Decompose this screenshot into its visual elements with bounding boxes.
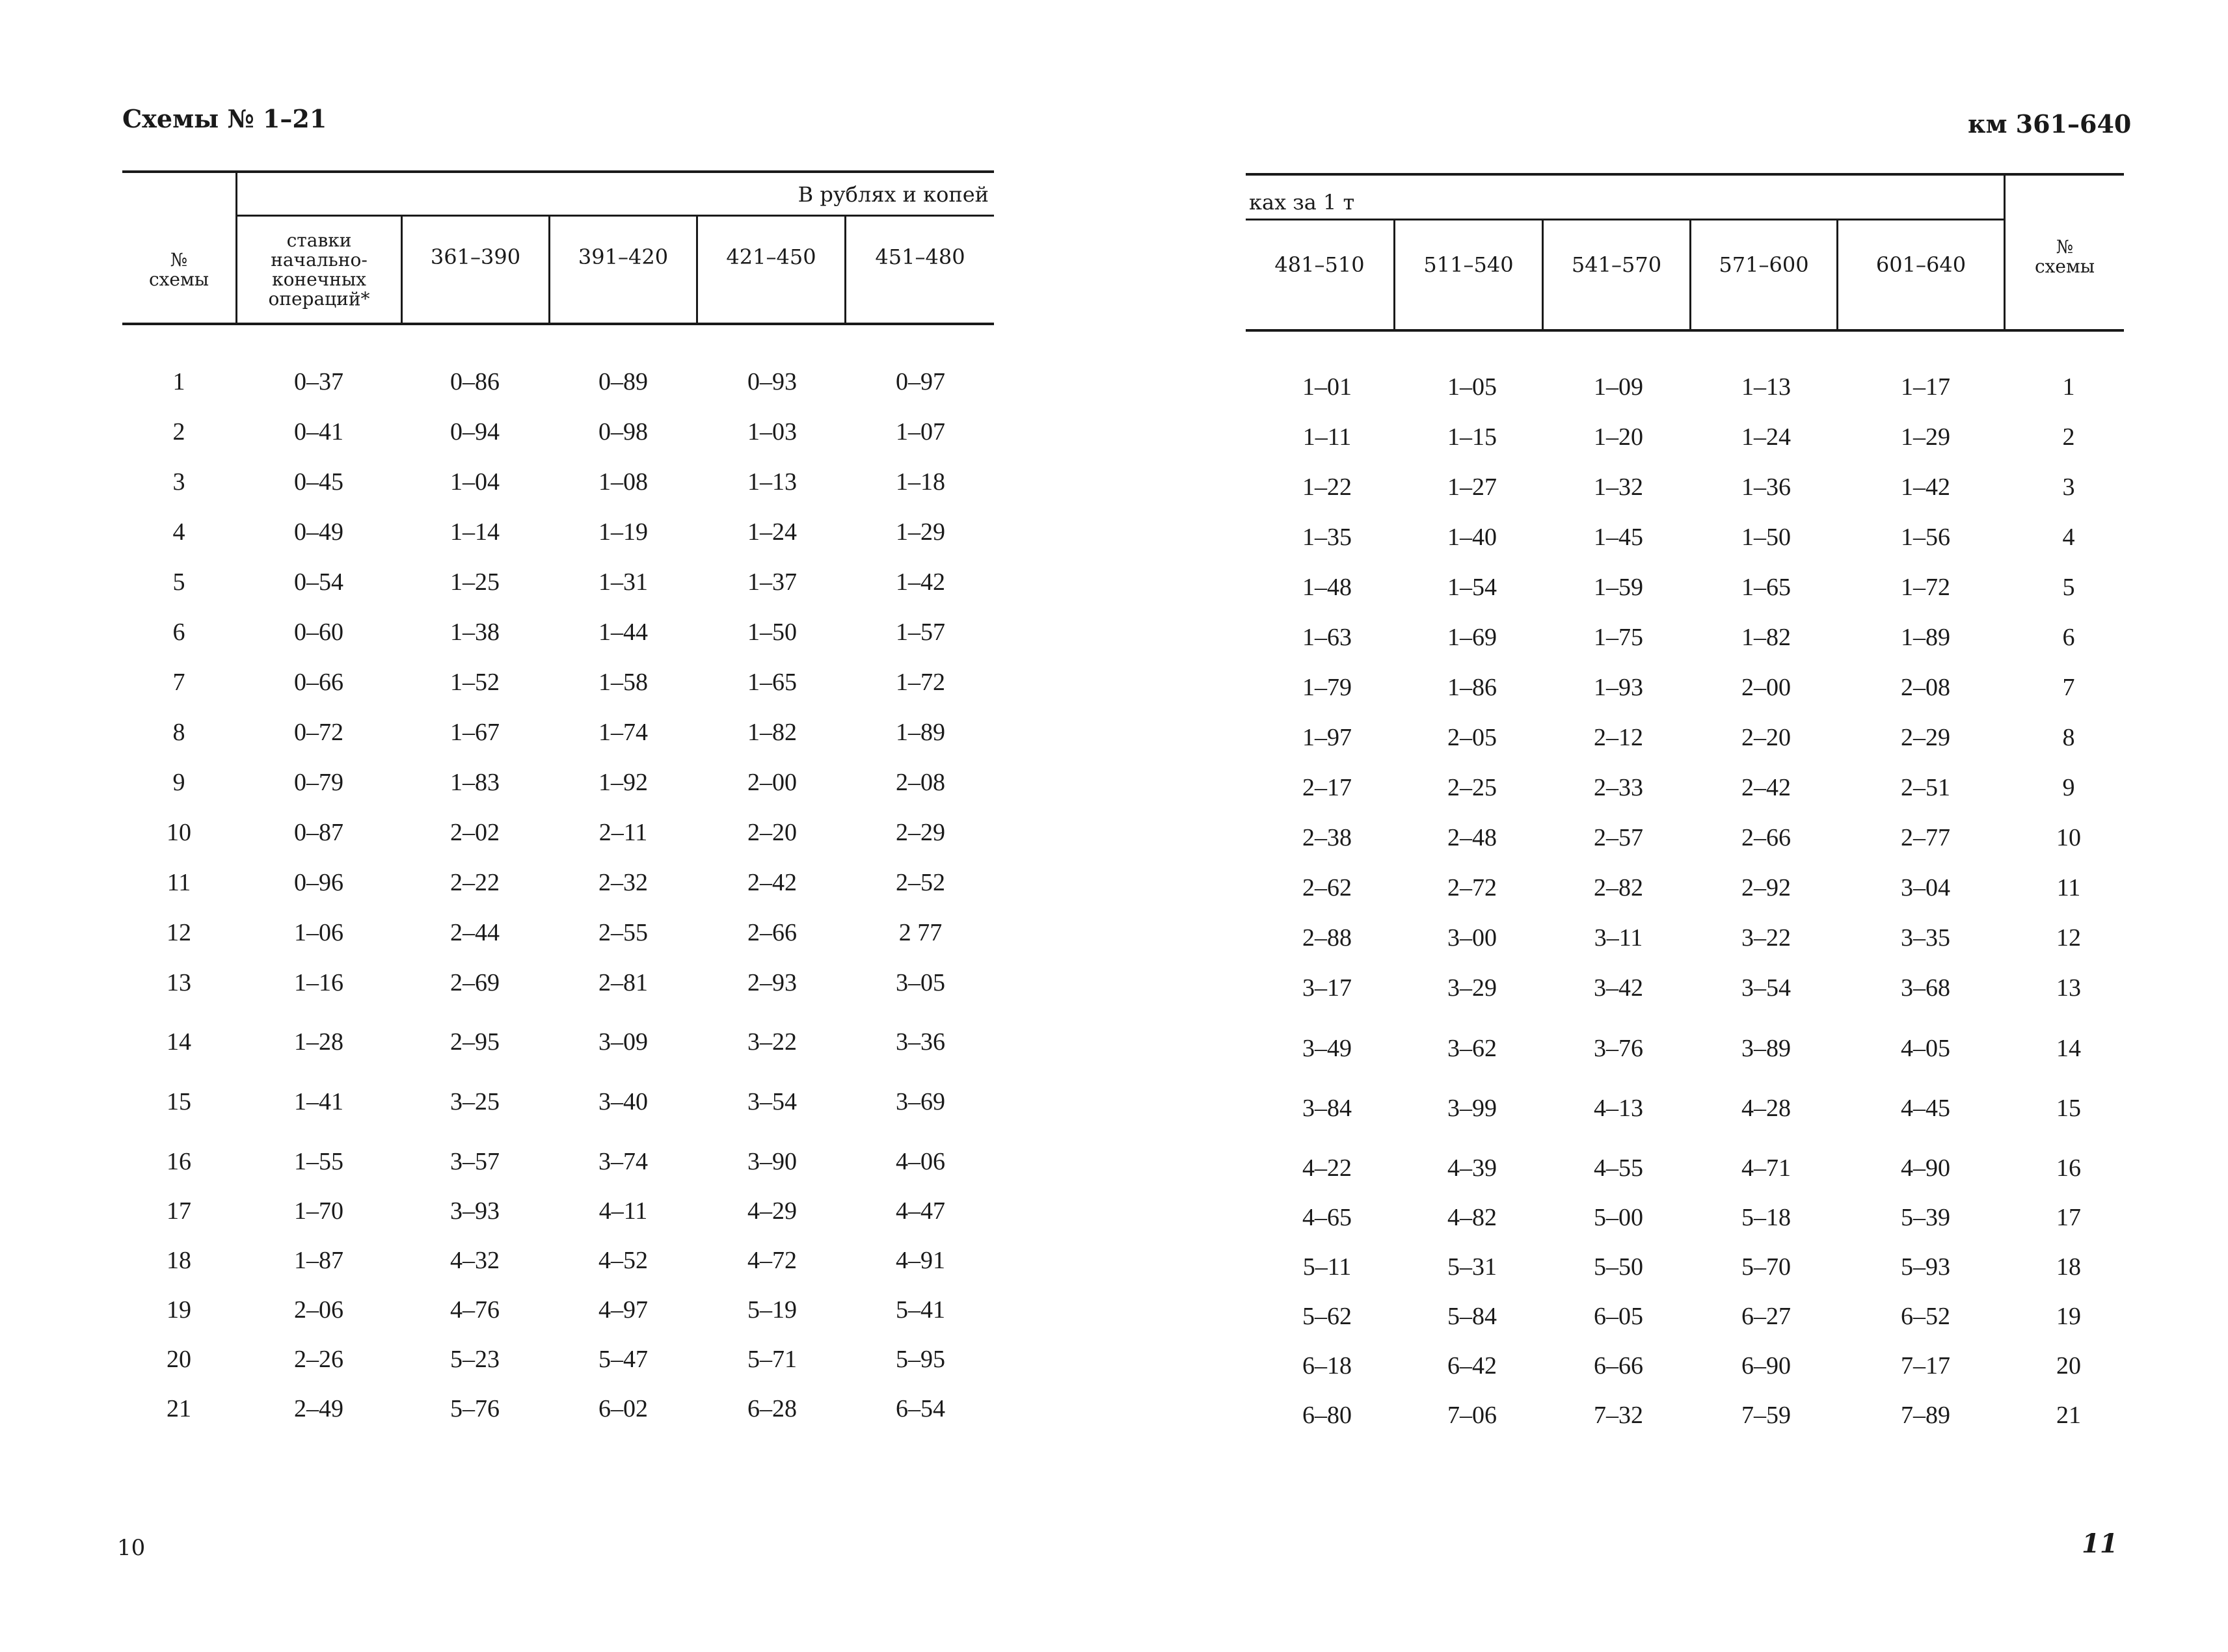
left-table-cell: 0–98 [598, 418, 648, 446]
left-table-cell: 1–50 [747, 619, 797, 646]
left-table-cell: 5 [172, 568, 185, 596]
right-col-header: 511–540 [1423, 252, 1514, 277]
right-table-cell: 1–24 [1741, 423, 1791, 451]
right-table-cell: 19 [2056, 1303, 2081, 1330]
left-units-caption: В рублях и копей [798, 182, 989, 207]
left-table-cell: 4–29 [747, 1197, 797, 1225]
left-table-cell: 2 [172, 418, 185, 446]
right-table-cell: 2–92 [1741, 874, 1791, 901]
left-table-units-rule [237, 215, 994, 217]
right-table-cell: 9 [2062, 774, 2075, 801]
right-table-cell: 11 [2056, 874, 2081, 901]
right-table-cell: 1–35 [1302, 524, 1352, 551]
right-table-cell: 2–48 [1447, 824, 1497, 851]
right-table-cell: 3–99 [1447, 1095, 1497, 1122]
right-table-cell: 1–72 [1901, 574, 1950, 601]
left-table-cell: 1–72 [896, 669, 945, 696]
left-table-cell: 1–67 [450, 719, 500, 746]
right-table-cell: 2–12 [1594, 724, 1643, 751]
right-table-cell: 3–49 [1302, 1035, 1352, 1062]
right-table-cell: 1–45 [1594, 524, 1643, 551]
left-table-cell: 3–22 [747, 1028, 797, 1056]
right-table-cell: 2–72 [1447, 874, 1497, 901]
header-label: № схемы [2034, 236, 2095, 277]
left-table-cell: 13 [167, 969, 191, 996]
left-table-cell: 2–11 [598, 819, 648, 846]
left-table-cell: 6 [172, 619, 185, 646]
right-table-cell: 7–32 [1594, 1402, 1643, 1429]
left-table-cell: 0–41 [294, 418, 343, 446]
left-table-cell: 1–82 [747, 719, 797, 746]
left-table-cell: 2–06 [294, 1296, 343, 1324]
right-table-cell: 2–29 [1901, 724, 1950, 751]
left-table-cell: 1–16 [294, 969, 343, 996]
left-table-cell: 3–25 [450, 1088, 500, 1115]
left-table-cell: 6–02 [598, 1395, 648, 1422]
page-title-right: км 361–640 [1968, 109, 2132, 139]
right-table-cell: 5 [2062, 574, 2075, 601]
right-table-cell: 2–77 [1901, 824, 1950, 851]
left-table-cell: 20 [167, 1346, 191, 1373]
left-table-cell: 1–37 [747, 568, 797, 596]
right-table-cell: 1 [2062, 373, 2075, 401]
left-table-cell: 1–89 [896, 719, 945, 746]
left-table-cell: 4–91 [896, 1247, 945, 1274]
right-table-cell: 3–76 [1594, 1035, 1643, 1062]
right-table-cell: 12 [2056, 924, 2081, 952]
left-table-cell: 0–60 [294, 619, 343, 646]
right-table-cell: 4–55 [1594, 1154, 1643, 1182]
left-table-cell: 2–08 [896, 769, 945, 796]
left-table-cell: 4–52 [598, 1247, 648, 1274]
left-table-cell: 5–41 [896, 1296, 945, 1324]
left-table-cell: 1–29 [896, 518, 945, 546]
left-table-cell: 0–86 [450, 368, 500, 395]
right-table-cell: 1–79 [1302, 674, 1352, 701]
right-table-units-rule [1246, 219, 2005, 220]
left-table-cell: 0–96 [294, 869, 343, 896]
left-table-cell: 2–22 [450, 869, 500, 896]
right-table-cell: 3–29 [1447, 974, 1497, 1002]
right-table-cell: 2–20 [1741, 724, 1791, 751]
right-table-cell: 3–84 [1302, 1095, 1352, 1122]
left-table-cell: 4–11 [598, 1197, 648, 1225]
left-table-cell: 1–55 [294, 1148, 343, 1175]
right-table-cell: 1–22 [1302, 473, 1352, 501]
right-table-cell: 5–00 [1594, 1204, 1643, 1231]
left-table-cell: 0–72 [294, 719, 343, 746]
right-table-cell: 5–50 [1594, 1253, 1643, 1281]
right-table-cell: 7–59 [1741, 1402, 1791, 1429]
left-table-cell: 2–29 [896, 819, 945, 846]
right-table-header-bottom-rule [1246, 329, 2124, 332]
left-table-cell: 2–44 [450, 919, 500, 946]
left-table-cell: 1–31 [598, 568, 648, 596]
left-table-cell: 2–32 [598, 869, 648, 896]
left-table-cell: 16 [167, 1148, 191, 1175]
left-table-cell: 1–44 [598, 619, 648, 646]
left-table-cell: 1–04 [450, 468, 500, 496]
left-table-cell: 3–93 [450, 1197, 500, 1225]
right-table-cell: 5–62 [1302, 1303, 1352, 1330]
right-table-cell: 5–84 [1447, 1303, 1497, 1330]
left-col-header-rates [237, 218, 401, 322]
left-table-cell: 2–69 [450, 969, 500, 996]
left-table-header-bottom-rule [122, 323, 994, 325]
left-table-cell: 1–13 [747, 468, 797, 496]
right-table-cell: 7 [2062, 674, 2075, 701]
right-table-cell: 3–68 [1901, 974, 1950, 1002]
left-table-cell: 3–54 [747, 1088, 797, 1115]
right-table-cell: 2–62 [1302, 874, 1352, 901]
right-table-cell: 6–18 [1302, 1352, 1352, 1379]
right-table-cell: 1–20 [1594, 423, 1643, 451]
left-table-cell: 5–19 [747, 1296, 797, 1324]
left-table-cell: 1–87 [294, 1247, 343, 1274]
right-table-cell: 2–17 [1302, 774, 1352, 801]
right-table-cell: 1–32 [1594, 473, 1643, 501]
right-table-cell: 4–82 [1447, 1204, 1497, 1231]
right-table-cell: 4–90 [1901, 1154, 1950, 1182]
left-table-cell: 1–07 [896, 418, 945, 446]
left-table-cell: 0–97 [896, 368, 945, 395]
left-table-cell: 4 [172, 518, 185, 546]
right-table-cell: 6–05 [1594, 1303, 1643, 1330]
right-col-header-scheme [2006, 195, 2124, 319]
right-table-cell: 2–38 [1302, 824, 1352, 851]
right-table-cell: 6–42 [1447, 1352, 1497, 1379]
right-table-cell: 4–71 [1741, 1154, 1791, 1182]
left-table-cell: 6–28 [747, 1395, 797, 1422]
left-table-cell: 2–55 [598, 919, 648, 946]
right-table-cell: 1–09 [1594, 373, 1643, 401]
left-table-cell: 1–42 [896, 568, 945, 596]
left-table-cell: 1–24 [747, 518, 797, 546]
left-table-cell: 7 [172, 669, 185, 696]
right-table-cell: 5–18 [1741, 1204, 1791, 1231]
right-table-cell: 2–00 [1741, 674, 1791, 701]
header-label: ставки начально-конечных операций* [268, 230, 370, 310]
right-table-cell: 1–89 [1901, 624, 1950, 651]
left-table-cell: 1–65 [747, 669, 797, 696]
left-col-header: 421–450 [726, 245, 816, 269]
left-table-cell: 1–92 [598, 769, 648, 796]
left-table-cell: 2–93 [747, 969, 797, 996]
left-table-cell: 6–54 [896, 1395, 945, 1422]
right-table-cell: 3–62 [1447, 1035, 1497, 1062]
left-table-cell: 2–26 [294, 1346, 343, 1373]
left-table-cell: 1–03 [747, 418, 797, 446]
left-table-cell: 4–97 [598, 1296, 648, 1324]
right-table-cell: 1–29 [1901, 423, 1950, 451]
right-table-cell: 5–11 [1302, 1253, 1352, 1281]
right-table-cell: 3–22 [1741, 924, 1791, 952]
right-table-cell: 5–70 [1741, 1253, 1791, 1281]
right-table-cell: 20 [2056, 1352, 2081, 1379]
left-table-cell: 1–57 [896, 619, 945, 646]
left-table-cell: 18 [167, 1247, 191, 1274]
right-col-header: 481–510 [1274, 252, 1365, 277]
left-table-cell: 5–95 [896, 1346, 945, 1373]
left-table-cell: 2–81 [598, 969, 648, 996]
page-title-left: Схемы № 1–21 [122, 104, 327, 133]
left-table-cell: 1–70 [294, 1197, 343, 1225]
right-table-cell: 2–42 [1741, 774, 1791, 801]
right-table-cell: 2–08 [1901, 674, 1950, 701]
left-table-cell: 2 77 [898, 919, 943, 946]
left-table-cell: 0–89 [598, 368, 648, 395]
right-table-cell: 2–88 [1302, 924, 1352, 952]
left-table-cell: 1–41 [294, 1088, 343, 1115]
right-table-cell: 1–05 [1447, 373, 1497, 401]
right-table-cell: 1–48 [1302, 574, 1352, 601]
right-table-cell: 1–82 [1741, 624, 1791, 651]
left-table-cell: 3–40 [598, 1088, 648, 1115]
left-table-cell: 1–14 [450, 518, 500, 546]
right-table-cell: 1–69 [1447, 624, 1497, 651]
right-table-cell: 1–56 [1901, 524, 1950, 551]
left-table-cell: 12 [167, 919, 191, 946]
right-table-cell: 1–13 [1741, 373, 1791, 401]
right-table-cell: 2–82 [1594, 874, 1643, 901]
left-table-cell: 0–45 [294, 468, 343, 496]
left-table-cell: 10 [167, 819, 191, 846]
left-table-cell: 4–72 [747, 1247, 797, 1274]
left-table-cell: 11 [167, 869, 191, 896]
left-table-cell: 15 [167, 1088, 191, 1115]
right-col-header: 601–640 [1875, 252, 1966, 277]
right-table-cell: 3–35 [1901, 924, 1950, 952]
right-table-cell: 4–05 [1901, 1035, 1950, 1062]
right-table-cell: 1–40 [1447, 524, 1497, 551]
right-table-cell: 1–17 [1901, 373, 1950, 401]
left-table-cell: 8 [172, 719, 185, 746]
right-units-caption: ках за 1 т [1249, 190, 1355, 215]
right-table-cell: 21 [2056, 1402, 2081, 1429]
left-table-cell: 1–38 [450, 619, 500, 646]
right-table-cell: 4–13 [1594, 1095, 1643, 1122]
left-table-cell: 1–06 [294, 919, 343, 946]
left-table-cell: 2–20 [747, 819, 797, 846]
left-table-cell: 1–83 [450, 769, 500, 796]
right-table-cell: 6–90 [1741, 1352, 1791, 1379]
right-table-cell: 14 [2056, 1035, 2081, 1062]
right-table-cell: 1–42 [1901, 473, 1950, 501]
left-table-cell: 1–08 [598, 468, 648, 496]
right-table-cell: 3–00 [1447, 924, 1497, 952]
right-table-cell: 3–42 [1594, 974, 1643, 1002]
left-table-cell: 5–23 [450, 1346, 500, 1373]
left-table-cell: 3–05 [896, 969, 945, 996]
left-table-cell: 4–06 [896, 1148, 945, 1175]
left-table-cell: 14 [167, 1028, 191, 1056]
right-table-cell: 3–11 [1594, 924, 1643, 952]
left-table-cell: 17 [167, 1197, 191, 1225]
left-table-cell: 0–94 [450, 418, 500, 446]
right-table-cell: 1–36 [1741, 473, 1791, 501]
right-table-cell: 3–89 [1741, 1035, 1791, 1062]
right-table-cell: 5–93 [1901, 1253, 1950, 1281]
right-table-cell: 2–33 [1594, 774, 1643, 801]
right-table-cell: 1–63 [1302, 624, 1352, 651]
left-table-cell: 1 [172, 368, 185, 395]
left-table-cell: 4–76 [450, 1296, 500, 1324]
left-col-header: 361–390 [430, 245, 521, 269]
right-table-cell: 4–45 [1901, 1095, 1950, 1122]
right-table-cell: 1–65 [1741, 574, 1791, 601]
right-table-cell: 7–89 [1901, 1402, 1950, 1429]
right-table-cell: 4–28 [1741, 1095, 1791, 1122]
right-table-cell: 6–80 [1302, 1402, 1352, 1429]
left-table-cell: 3–36 [896, 1028, 945, 1056]
left-table-top-rule [122, 170, 994, 173]
right-table-cell: 2–57 [1594, 824, 1643, 851]
left-table-cell: 0–54 [294, 568, 343, 596]
left-table-cell: 5–71 [747, 1346, 797, 1373]
right-table-cell: 6–66 [1594, 1352, 1643, 1379]
left-table-cell: 1–52 [450, 669, 500, 696]
right-table-cell: 4 [2062, 524, 2075, 551]
right-table-cell: 1–75 [1594, 624, 1643, 651]
right-table-cell: 3–54 [1741, 974, 1791, 1002]
right-table-cell: 1–27 [1447, 473, 1497, 501]
left-table-cell: 2–42 [747, 869, 797, 896]
left-table-cell: 0–79 [294, 769, 343, 796]
right-table-cell: 2 [2062, 423, 2075, 451]
right-table-cell: 1–93 [1594, 674, 1643, 701]
page-number-right: 11 [2082, 1528, 2118, 1559]
right-table-cell: 5–31 [1447, 1253, 1497, 1281]
right-table-cell: 8 [2062, 724, 2075, 751]
left-table-cell: 0–49 [294, 518, 343, 546]
right-col-header: 541–570 [1571, 252, 1662, 277]
right-table-cell: 3–04 [1901, 874, 1950, 901]
right-table-top-rule [1246, 173, 2124, 176]
right-table-cell: 2–66 [1741, 824, 1791, 851]
left-table-cell: 5–47 [598, 1346, 648, 1373]
left-table-cell: 4–47 [896, 1197, 945, 1225]
right-table-cell: 1–54 [1447, 574, 1497, 601]
right-table-cell: 16 [2056, 1154, 2081, 1182]
right-table-cell: 1–86 [1447, 674, 1497, 701]
left-table-cell: 0–66 [294, 669, 343, 696]
right-table-cell: 5–39 [1901, 1204, 1950, 1231]
page-number-left: 10 [117, 1535, 146, 1561]
left-table-cell: 2–49 [294, 1395, 343, 1422]
right-table-cell: 6 [2062, 624, 2075, 651]
right-table-cell: 15 [2056, 1095, 2081, 1122]
left-col-header-scheme [122, 218, 235, 322]
left-table-cell: 2–66 [747, 919, 797, 946]
left-table-cell: 19 [167, 1296, 191, 1324]
left-table-cell: 1–18 [896, 468, 945, 496]
right-table-cell: 4–22 [1302, 1154, 1352, 1182]
right-table-cell: 1–01 [1302, 373, 1352, 401]
left-table-cell: 2–95 [450, 1028, 500, 1056]
right-table-cell: 7–06 [1447, 1402, 1497, 1429]
left-table-cell: 0–93 [747, 368, 797, 395]
right-table-cell: 4–39 [1447, 1154, 1497, 1182]
right-table-cell: 1–97 [1302, 724, 1352, 751]
right-table-cell: 6–27 [1741, 1303, 1791, 1330]
left-table-cell: 9 [172, 769, 185, 796]
left-table-cell: 1–25 [450, 568, 500, 596]
right-table-cell: 18 [2056, 1253, 2081, 1281]
left-table-cell: 0–87 [294, 819, 343, 846]
header-label: № схемы [148, 249, 209, 290]
left-col-header: 391–420 [578, 245, 669, 269]
left-table-cell: 1–58 [598, 669, 648, 696]
right-table-cell: 1–15 [1447, 423, 1497, 451]
left-table-cell: 5–76 [450, 1395, 500, 1422]
right-table-cell: 2–05 [1447, 724, 1497, 751]
left-table-cell: 4–32 [450, 1247, 500, 1274]
right-col-header: 571–600 [1719, 252, 1809, 277]
left-col-header: 451–480 [875, 245, 965, 269]
right-table-cell: 10 [2056, 824, 2081, 851]
right-table-cell: 3 [2062, 473, 2075, 501]
left-table-cell: 3–90 [747, 1148, 797, 1175]
right-table-cell: 2–25 [1447, 774, 1497, 801]
left-table-cell: 1–74 [598, 719, 648, 746]
left-table-cell: 3–57 [450, 1148, 500, 1175]
right-table-cell: 2–51 [1901, 774, 1950, 801]
left-table-cell: 2–00 [747, 769, 797, 796]
right-table-cell: 7–17 [1901, 1352, 1950, 1379]
right-table-cell: 1–11 [1302, 423, 1352, 451]
left-table-cell: 3–74 [598, 1148, 648, 1175]
right-table-cell: 1–50 [1741, 524, 1791, 551]
right-table-cell: 4–65 [1302, 1204, 1352, 1231]
left-table-cell: 3–09 [598, 1028, 648, 1056]
left-table-cell: 21 [167, 1395, 191, 1422]
left-table-cell: 2–02 [450, 819, 500, 846]
left-table-cell: 1–28 [294, 1028, 343, 1056]
right-table-cell: 3–17 [1302, 974, 1352, 1002]
right-table-cell: 1–59 [1594, 574, 1643, 601]
left-table-cell: 3 [172, 468, 185, 496]
right-table-cell: 17 [2056, 1204, 2081, 1231]
right-table-cell: 13 [2056, 974, 2081, 1002]
left-table-cell: 0–37 [294, 368, 343, 395]
left-table-cell: 1–19 [598, 518, 648, 546]
left-table-cell: 3–69 [896, 1088, 945, 1115]
left-table-cell: 2–52 [896, 869, 945, 896]
right-table-cell: 6–52 [1901, 1303, 1950, 1330]
